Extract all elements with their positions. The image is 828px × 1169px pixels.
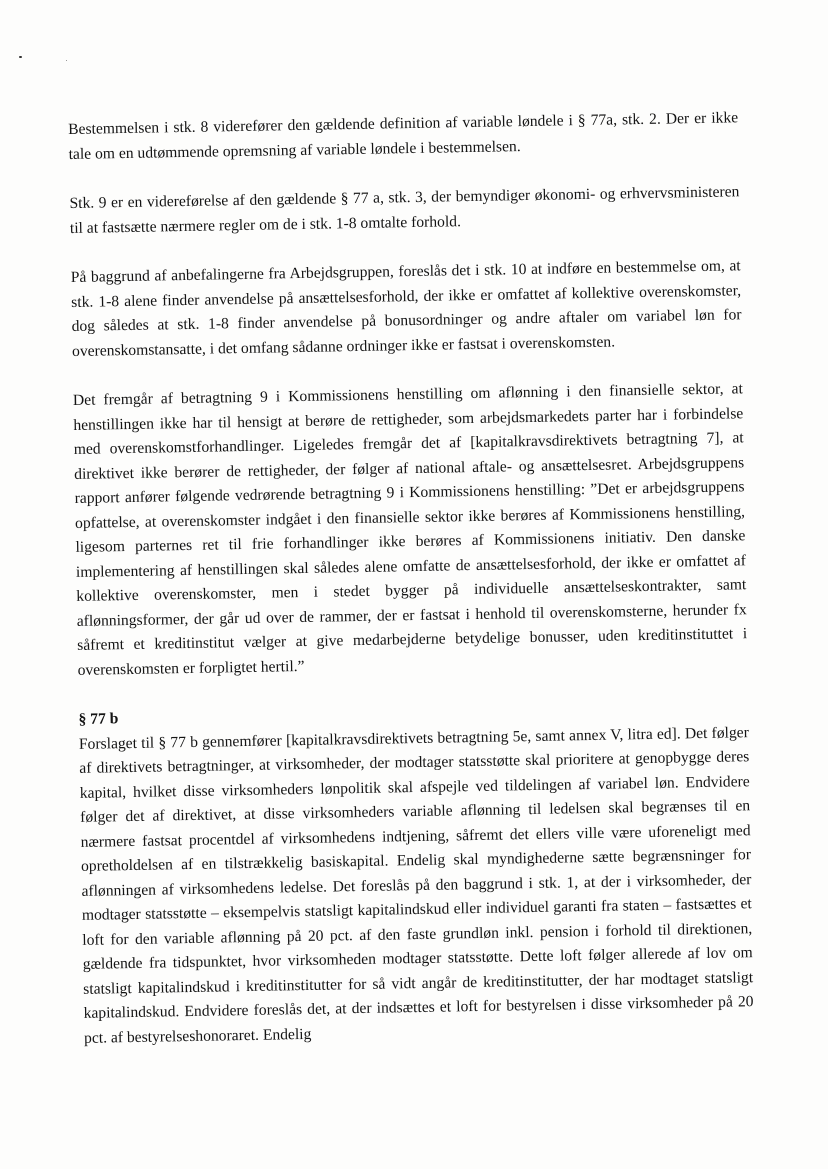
scan-speck bbox=[66, 60, 67, 61]
paragraph-stk-8: Bestemmelsen i stk. 8 viderefører den gældende definition af variable løndele i § 77a, stk. 2. Der er ikke tale om en udtømmende opremsning af variable løndele i bestemmelsen. bbox=[68, 109, 739, 163]
document-body bbox=[68, 106, 755, 1076]
paragraph-stk-10: På baggrund af anbefalingerne fra Arbejdsgruppen, foreslås det i stk. 10 at indføre en bestemmelse om, at stk. 1-8 alene finder anvendelse på ansættelsesforhold, der ikke er omfattet af kollektive overenskomster, dog således at stk. 1-8 finder anvendelse på bonusordninger og andre aftaler om variabel løn for overenskomstansatte, i det omfang sådanne ordninger ikke er fastsat i overenskomsten. bbox=[70, 257, 742, 360]
paragraph-section-77b: Forslaget til § 77 b gennemfører [kapitalkravsdirektivets betragtning 5e, samt annex V, litra ed]. Det følger af direktivets betragtninger, at virksomheder, der modtager statsstøtte skal prioritere at genopbygge deres kapital, hvilket disse virksomheders lønpolitik skal afspejle ved tildelingen af variabel løn. Endvidere følger det af direktivet, at disse virksomheders variable aflønning til ledelsen skal begrænses til en nærmere fastsat procentdel af virksomhedens indtjening, såfremt det ellers ville være uforeneligt med opretholdelsen af en tilstrækkelig basiskapital. Endelig skal myndighederne sætte begrænsninger for aflønningen af virksomhedens ledelse. Det foreslås på den baggrund i stk. 1, at der i virksomheder, der modtager statsstøtte – eksempelvis statsligt kapitalindskud eller individuel garanti fra staten – fastsættes et loft for den variable aflønning på 20 pct. af den faste grundløn inkl. pension i forhold til direktionen, gældende fra tidspunktet, hvor virksomheden modtager statsstøtte. Dette loft følger allerede af lov om statsligt kapitalindskud i kreditinstitutter for så vidt angår de kreditinstitutter, der har modtaget statsligt kapitalindskud. Endvidere foreslås det, at der indsættes et loft for bestyrelsen i disse virksomheder på 20 pct. af bestyrelseshonoraret. Endelig bbox=[78, 723, 754, 1047]
paragraph-stk-9: Stk. 9 er en videreførelse af den gældende § 77 a, stk. 3, der bemyndiger økonomi- og erhvervsministeren til at fastsætte nærmere regler om de i stk. 1-8 omtalte forhold. bbox=[69, 183, 740, 237]
paragraph-betragtning-9: Det fremgår af betragtning 9 i Kommissionens henstilling om aflønning i den finansielle sektor, at henstillingen ikke har til hensigt at berøre de rettigheder, som arbejdsmarkedets parter har i forbindelse med overenskomstforhandlinger. Ligeledes fremgår det af [kapitalkravsdirektivets betragtning 7], at direktivet ikke berører de rettigheder, der følger af national aftale- og ansættelsesret. Arbejdsgruppens rapport anfører følgende vedrørende betragtning 9 i Kommissionens henstilling: ”Det er arbejdsgruppens opfattelse, at overenskomster indgået i den finansielle sektor ikke berøres af Kommissionens henstilling, ligesom parternes ret til frie forhandlinger ikke berøres af Kommissionens initiativ. Den danske implementering af henstillingen skal således alene omfatte de ansættelsesforhold, der ikke er omfattet af kollektive overenskomster, men i stedet bygger på individuelle ansættelseskontrakter, samt aflønningsformer, der går ud over de rammer, der er fastsat i henhold til overenskomsterne, herunder fx såfremt et kreditinstitut vælger at give medarbejderne betydelige bonusser, uden kreditinstituttet i overenskomsten er forpligtet hertil.” bbox=[72, 380, 748, 679]
scan-speck bbox=[19, 56, 22, 58]
section-heading: § 77 b bbox=[78, 710, 119, 728]
